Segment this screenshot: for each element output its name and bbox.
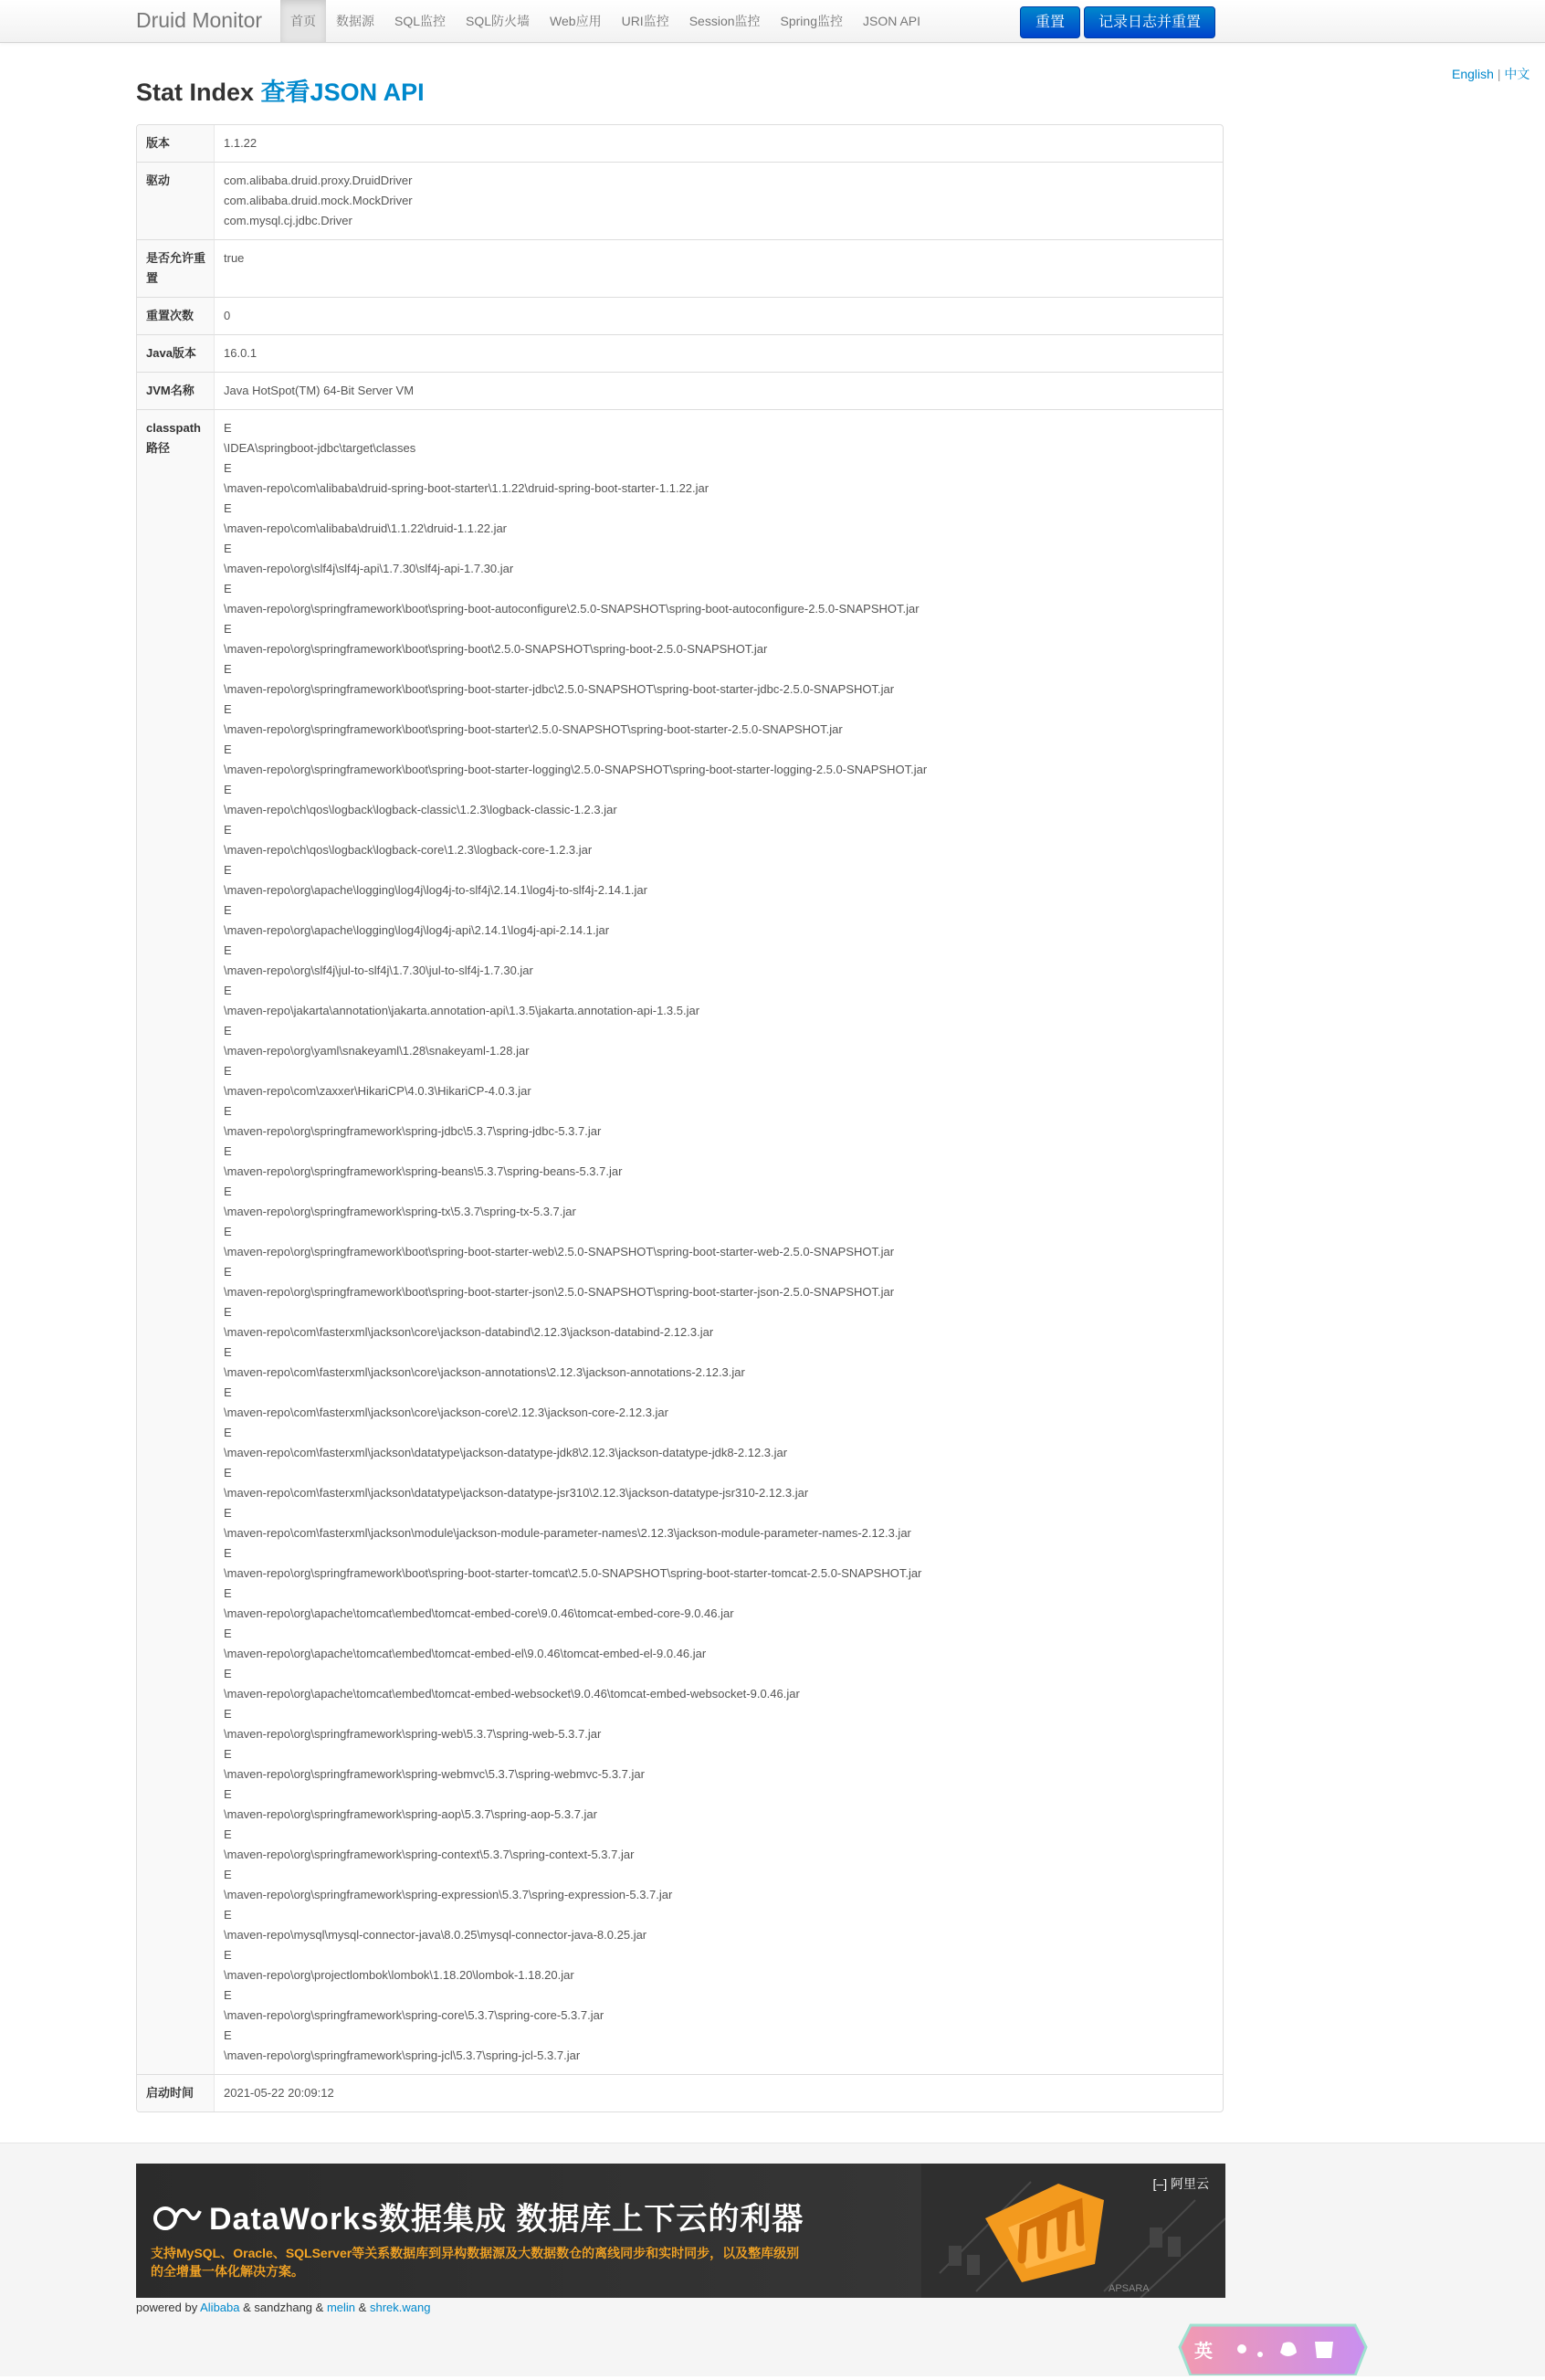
classpath-line: E bbox=[224, 662, 232, 676]
banner-subtitle: 支持MySQL、Oracle、SQLServer等关系数据库到异构数据源及大数据数仓的离线同步和实时同步，以及整库级别的全增量一体化解决方案。 bbox=[151, 2246, 800, 2279]
table-row bbox=[137, 162, 1223, 239]
classpath-line: E bbox=[224, 1265, 232, 1279]
row-key: 驱动 bbox=[137, 162, 215, 239]
classpath-line: \maven-repo\org\springframework\spring-tx\5.3.7\spring-tx-5.3.7.jar bbox=[224, 1205, 576, 1218]
dataworks-ad-banner[interactable] bbox=[136, 2164, 1225, 2298]
start-time-value: 2021-05-22 20:09:12 bbox=[215, 2074, 1223, 2111]
classpath-line: \maven-repo\com\alibaba\druid-spring-boot-starter\1.1.22\druid-spring-boot-starter-1.1.22.jar bbox=[224, 481, 709, 495]
classpath-line: E bbox=[224, 1426, 232, 1439]
nav-uri[interactable]: URI监控 bbox=[621, 14, 669, 28]
nav-json-api[interactable]: JSON API bbox=[862, 14, 921, 28]
classpath-line: E bbox=[224, 903, 232, 917]
classpath-line: \maven-repo\com\zaxxer\HikariCP\4.0.3\HikariCP-4.0.3.jar bbox=[224, 1084, 531, 1098]
classpath-line: E bbox=[224, 1787, 232, 1801]
classpath-line: \maven-repo\com\fasterxml\jackson\datatype\jackson-datatype-jsr310\2.12.3\jackson-datatype-jsr310-2.12.3.jar bbox=[224, 1486, 809, 1500]
classpath-line: \maven-repo\org\springframework\spring-aop\5.3.7\spring-aop-5.3.7.jar bbox=[224, 1807, 597, 1821]
classpath-line: \maven-repo\org\springframework\spring-web\5.3.7\spring-web-5.3.7.jar bbox=[224, 1727, 602, 1741]
classpath-line: E bbox=[224, 1506, 232, 1520]
table-row bbox=[137, 372, 1223, 409]
classpath-line: E bbox=[224, 622, 232, 636]
row-key: JVM名称 bbox=[137, 372, 215, 409]
classpath-line: E bbox=[224, 1988, 232, 2002]
classpath-line: E bbox=[224, 1747, 232, 1761]
classpath-line: E bbox=[224, 1667, 232, 1680]
classpath-line: \maven-repo\org\springframework\boot\spring-boot\2.5.0-SNAPSHOT\spring-boot-2.5.0-SNAPSHOT.jar bbox=[224, 642, 768, 656]
classpath-value bbox=[215, 409, 1223, 2074]
ime-mode-label: 英 bbox=[1194, 2342, 1213, 2362]
classpath-line: \maven-repo\org\slf4j\slf4j-api\1.7.30\slf4j-api-1.7.30.jar bbox=[224, 562, 514, 575]
page-title bbox=[136, 77, 425, 108]
row-key: 版本 bbox=[137, 125, 215, 162]
reset-enable-value: true bbox=[215, 239, 1223, 297]
author-alibaba-link[interactable]: Alibaba bbox=[200, 2301, 240, 2314]
classpath-line: E bbox=[224, 1627, 232, 1640]
aliyun-logo bbox=[1153, 2175, 1209, 2193]
lang-separator: | bbox=[1497, 67, 1501, 81]
classpath-line: \maven-repo\org\springframework\spring-jdbc\5.3.7\spring-jdbc-5.3.7.jar bbox=[224, 1124, 602, 1138]
json-api-link[interactable]: 查看JSON API bbox=[260, 79, 425, 106]
nav-spring[interactable]: Spring监控 bbox=[780, 14, 843, 28]
classpath-line: \maven-repo\com\fasterxml\jackson\core\jackson-annotations\2.12.3\jackson-annotations-2.12.3.jar bbox=[224, 1365, 745, 1379]
top-navbar bbox=[0, 0, 1545, 43]
classpath-line: E bbox=[224, 1064, 232, 1078]
nav-wall[interactable]: SQL防火墙 bbox=[466, 14, 531, 28]
classpath-line: E bbox=[224, 1305, 232, 1319]
classpath-line: \maven-repo\org\springframework\boot\spring-boot-starter-jdbc\2.5.0-SNAPSHOT\spring-boot-starter-jdbc-2.5.0-SNAPSHOT.jar bbox=[224, 682, 895, 696]
classpath-line: \maven-repo\org\springframework\spring-context\5.3.7\spring-context-5.3.7.jar bbox=[224, 1848, 635, 1861]
table-row bbox=[137, 334, 1223, 372]
classpath-line: E bbox=[224, 501, 232, 515]
classpath-line: \maven-repo\org\springframework\boot\spring-boot-starter-tomcat\2.5.0-SNAPSHOT\spring-boot-starter-tomcat-2.5.0-SNAPSHOT.jar bbox=[224, 1566, 922, 1580]
amp-separator: & bbox=[315, 2301, 324, 2314]
classpath-line: E bbox=[224, 1707, 232, 1721]
classpath-line: E bbox=[224, 1586, 232, 1600]
driver-item: com.alibaba.druid.mock.MockDriver bbox=[224, 194, 413, 207]
classpath-line: E bbox=[224, 461, 232, 475]
nav-session[interactable]: Session监控 bbox=[688, 14, 761, 28]
classpath-line: E bbox=[224, 1546, 232, 1560]
banner-apsara-tag: APSARA bbox=[1109, 2283, 1150, 2294]
classpath-line: E bbox=[224, 863, 232, 877]
amp-separator: & bbox=[358, 2301, 367, 2314]
log-and-reset-button[interactable]: 记录日志并重置 bbox=[1084, 6, 1215, 38]
table-row bbox=[137, 239, 1223, 297]
aliyun-bracket-icon: [–] bbox=[1152, 2176, 1168, 2191]
classpath-line: \maven-repo\ch\qos\logback\logback-classic\1.2.3\logback-classic-1.2.3.jar bbox=[224, 803, 617, 816]
drivers-value bbox=[215, 162, 1223, 239]
classpath-line: E bbox=[224, 702, 232, 716]
classpath-line: \maven-repo\org\springframework\boot\spring-boot-starter-logging\2.5.0-SNAPSHOT\spring-boot-starter-logging-2.5.0-SNAPSHOT.jar bbox=[224, 763, 928, 776]
classpath-line: E bbox=[224, 1466, 232, 1480]
classpath-line: \maven-repo\org\yaml\snakeyaml\1.28\snakeyaml-1.28.jar bbox=[224, 1044, 530, 1058]
classpath-line: \maven-repo\org\springframework\spring-webmvc\5.3.7\spring-webmvc-5.3.7.jar bbox=[224, 1767, 645, 1781]
row-key: 启动时间 bbox=[137, 2074, 215, 2111]
classpath-line: \maven-repo\com\fasterxml\jackson\datatype\jackson-datatype-jdk8\2.12.3\jackson-datatype-jdk8-2.12.3.jar bbox=[224, 1446, 788, 1459]
classpath-line: E bbox=[224, 1185, 232, 1198]
author-melin-link[interactable]: melin bbox=[326, 2301, 356, 2314]
classpath-line: \maven-repo\mysql\mysql-connector-java\8.0.25\mysql-connector-java-8.0.25.jar bbox=[224, 1928, 647, 1942]
classpath-line: E bbox=[224, 1827, 232, 1841]
classpath-line: \maven-repo\org\apache\logging\log4j\log4j-to-slf4j\2.14.1\log4j-to-slf4j-2.14.1.jar bbox=[224, 883, 647, 897]
jvm-name-value: Java HotSpot(TM) 64-Bit Server VM bbox=[215, 372, 1223, 409]
classpath-line: \IDEA\springboot-jdbc\target\classes bbox=[224, 441, 416, 455]
reset-count-value: 0 bbox=[215, 297, 1223, 334]
classpath-line: \maven-repo\org\apache\tomcat\embed\tomcat-embed-el\9.0.46\tomcat-embed-el-9.0.46.jar bbox=[224, 1647, 707, 1660]
row-key: 是否允许重置 bbox=[137, 239, 215, 297]
classpath-line: \maven-repo\org\springframework\boot\spring-boot-starter-json\2.5.0-SNAPSHOT\spring-boot-starter-json-2.5.0-SNAPSHOT.jar bbox=[224, 1285, 895, 1299]
classpath-line: \maven-repo\com\fasterxml\jackson\module\jackson-module-parameter-names\2.12.3\jackson-module-parameter-names-2.12.3.jar bbox=[224, 1526, 911, 1540]
row-key: 重置次数 bbox=[137, 297, 215, 334]
classpath-line: E bbox=[224, 1948, 232, 1962]
row-key: classpath路径 bbox=[137, 409, 215, 2074]
classpath-line: E bbox=[224, 1225, 232, 1238]
stat-table bbox=[136, 124, 1224, 2112]
classpath-line: \maven-repo\org\slf4j\jul-to-slf4j\1.7.30\jul-to-slf4j-1.7.30.jar bbox=[224, 964, 533, 977]
classpath-line: E bbox=[224, 943, 232, 957]
classpath-line: \maven-repo\jakarta\annotation\jakarta.annotation-api\1.3.5\jakarta.annotation-api-1.3.5.jar bbox=[224, 1004, 700, 1017]
classpath-line: \maven-repo\org\springframework\boot\spring-boot-starter-web\2.5.0-SNAPSHOT\spring-boot-starter-web-2.5.0-SNAPSHOT.jar bbox=[224, 1245, 895, 1258]
table-row bbox=[137, 2074, 1223, 2111]
powered-by-label: powered by bbox=[136, 2301, 198, 2314]
banner-title: DataWorks数据集成 数据库上下云的利器 bbox=[209, 2202, 804, 2237]
classpath-line: \maven-repo\org\springframework\boot\spring-boot-starter\2.5.0-SNAPSHOT\spring-boot-starter-2.5.0-SNAPSHOT.jar bbox=[224, 722, 843, 736]
lang-english-link[interactable]: English bbox=[1452, 67, 1494, 81]
driver-item: com.alibaba.druid.proxy.DruidDriver bbox=[224, 174, 413, 187]
author-sandzhang: sandzhang bbox=[254, 2301, 313, 2314]
java-version-value: 16.0.1 bbox=[215, 334, 1223, 372]
classpath-line: E bbox=[224, 984, 232, 997]
classpath-line: \maven-repo\org\springframework\spring-expression\5.3.7\spring-expression-5.3.7.jar bbox=[224, 1888, 673, 1901]
classpath-line: \maven-repo\org\springframework\spring-jcl\5.3.7\spring-jcl-5.3.7.jar bbox=[224, 2048, 581, 2062]
classpath-line: \maven-repo\org\apache\tomcat\embed\tomcat-embed-websocket\9.0.46\tomcat-embed-websocket-9.0.46.jar bbox=[224, 1687, 800, 1701]
table-row bbox=[137, 125, 1223, 162]
classpath-line: \maven-repo\org\apache\tomcat\embed\tomcat-embed-core\9.0.46\tomcat-embed-core-9.0.46.jar bbox=[224, 1606, 734, 1620]
classpath-line: E bbox=[224, 542, 232, 555]
nav-datasource[interactable]: 数据源 bbox=[336, 14, 374, 28]
classpath-line: \maven-repo\org\springframework\spring-beans\5.3.7\spring-beans-5.3.7.jar bbox=[224, 1164, 623, 1178]
table-row bbox=[137, 297, 1223, 334]
nav-menu bbox=[280, 0, 930, 42]
version-value: 1.1.22 bbox=[224, 136, 258, 150]
classpath-line: E bbox=[224, 1345, 232, 1359]
language-switch bbox=[1452, 65, 1529, 83]
classpath-line: E bbox=[224, 1908, 232, 1922]
page-title-text: Stat Index bbox=[136, 79, 255, 106]
classpath-line: \maven-repo\org\springframework\spring-core\5.3.7\spring-core-5.3.7.jar bbox=[224, 2008, 604, 2022]
classpath-line: E bbox=[224, 1024, 232, 1037]
classpath-line: E bbox=[224, 582, 232, 595]
dataworks-logo-icon bbox=[152, 2198, 204, 2235]
classpath-line: \maven-repo\com\fasterxml\jackson\core\jackson-core\2.12.3\jackson-core-2.12.3.jar bbox=[224, 1406, 668, 1419]
aliyun-label: 阿里云 bbox=[1171, 2176, 1209, 2191]
table-row bbox=[137, 409, 1223, 2074]
classpath-line: E bbox=[224, 421, 232, 435]
nav-home[interactable]: 首页 bbox=[280, 0, 326, 42]
row-key: Java版本 bbox=[137, 334, 215, 372]
classpath-line: E bbox=[224, 1144, 232, 1158]
classpath-line: E bbox=[224, 742, 232, 756]
amp-separator: & bbox=[243, 2301, 251, 2314]
reset-button[interactable]: 重置 bbox=[1020, 6, 1080, 38]
classpath-line: E bbox=[224, 1868, 232, 1881]
classpath-line: \maven-repo\org\apache\logging\log4j\log4j-api\2.14.1\log4j-api-2.14.1.jar bbox=[224, 923, 610, 937]
powered-by bbox=[136, 2301, 430, 2314]
ime-toolbar[interactable] bbox=[1178, 2318, 1368, 2375]
lang-chinese-link[interactable]: 中文 bbox=[1504, 67, 1530, 81]
classpath-line: E bbox=[224, 1385, 232, 1399]
classpath-line: \maven-repo\ch\qos\logback\logback-core\1.2.3\logback-core-1.2.3.jar bbox=[224, 843, 593, 857]
classpath-line: \maven-repo\com\fasterxml\jackson\core\jackson-databind\2.12.3\jackson-databind-2.12.3.jar bbox=[224, 1325, 714, 1339]
nav-sql[interactable]: SQL监控 bbox=[394, 14, 447, 28]
author-shrek-link[interactable]: shrek.wang bbox=[369, 2301, 431, 2314]
classpath-line: E bbox=[224, 2028, 232, 2042]
classpath-line: \maven-repo\org\projectlombok\lombok\1.18.20\lombok-1.18.20.jar bbox=[224, 1968, 574, 1982]
classpath-line: E bbox=[224, 783, 232, 796]
classpath-line: \maven-repo\com\alibaba\druid\1.1.22\druid-1.1.22.jar bbox=[224, 521, 508, 535]
driver-item: com.mysql.cj.jdbc.Driver bbox=[224, 214, 352, 227]
brand-title[interactable]: Druid Monitor bbox=[136, 8, 263, 32]
classpath-line: E bbox=[224, 1104, 232, 1118]
nav-webapp[interactable]: Web应用 bbox=[550, 14, 602, 28]
classpath-line: E bbox=[224, 823, 232, 837]
classpath-line: \maven-repo\org\springframework\boot\spring-boot-autoconfigure\2.5.0-SNAPSHOT\spring-boot-autoconfigure-2.5.0-SNAPSHOT.jar bbox=[224, 602, 920, 616]
